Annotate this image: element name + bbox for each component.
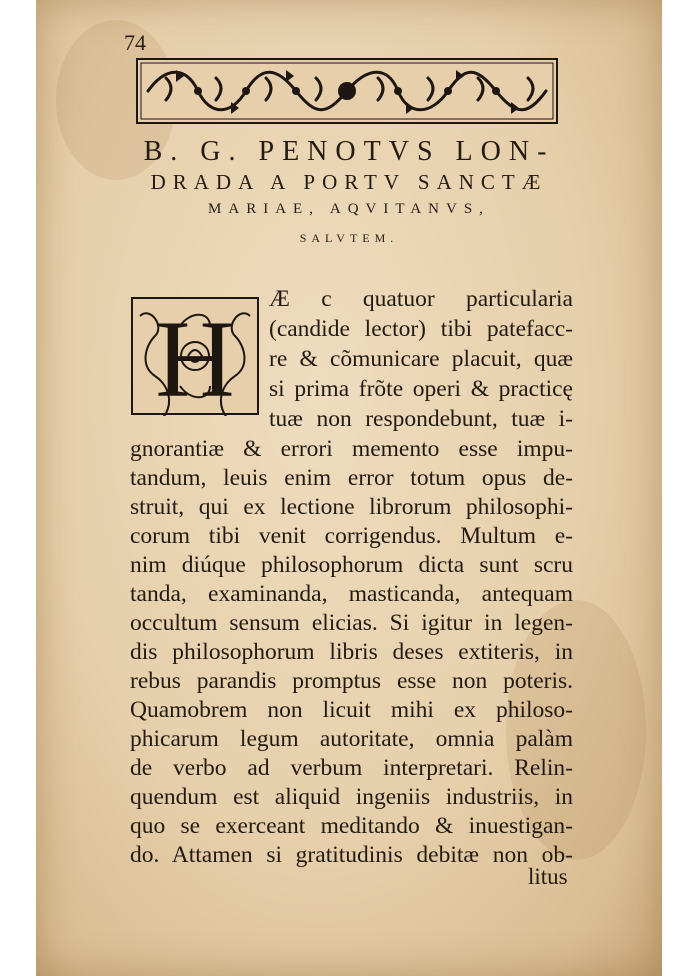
body-line-17: de verbo ad verbum interpretari. Relin- [130, 755, 573, 781]
body-line-1: Æ c quatuor particularia [269, 286, 573, 312]
body-line-16: phicarum legum autoritate, omnia palàm [130, 726, 573, 752]
body-line-6: gnorantiæ & errori memento esse impu- [130, 436, 573, 462]
body-line-13: dis philosophorum libris deses extiteris, in [130, 639, 573, 665]
body-line-7: tandum, leuis enim error totum opus de- [130, 465, 573, 491]
body-line-18: quendum est aliquid ingeniis industriis, in [130, 784, 573, 810]
book-page [36, 0, 662, 976]
body-line-9: corum tibi venit corrigendus. Multum e- [130, 523, 573, 549]
dropcap-letter: H [155, 298, 235, 416]
ornamental-headpiece-icon [136, 58, 558, 124]
body-line-8: struit, qui ex lectione librorum philosophi- [130, 494, 573, 520]
title-line-2: DRADA A PORTV SANCTÆ [150, 170, 548, 194]
body-line-2: (candide lector) tibi patefacc- [269, 316, 573, 342]
body-line-11: tanda, examinanda, masticanda, antequam [130, 581, 573, 607]
body-line-3: re & cõmunicare placuit, quæ [269, 346, 573, 372]
ornamental-dropcap-icon [130, 296, 260, 416]
body-line-12: occultum sensum elicias. Si igitur in legen- [130, 610, 573, 636]
body-line-4: si prima frõte operi & practicę [269, 376, 573, 402]
catchword: litus [528, 864, 568, 889]
title-line-1: B. G. PENOTVS LON- [143, 136, 555, 167]
title-line-4: SALVTEM. [299, 231, 399, 245]
body-line-19: quo se exerceant meditando & inuestigan- [130, 813, 573, 839]
title-line-3: MARIAE, AQVITANVS, [208, 201, 490, 217]
body-line-5: tuæ non respondebunt, tuæ i- [269, 406, 573, 432]
body-line-20: do. Attamen si gratitudinis debitæ non ob- [130, 842, 573, 868]
page-number: 74 [124, 30, 146, 55]
body-line-15: Quamobrem non licuit mihi ex philoso- [130, 697, 573, 723]
body-line-14: rebus parandis promptus esse non poteris. [130, 668, 573, 694]
body-line-10: nim diúque philosophorum dicta sunt scru [130, 552, 573, 578]
